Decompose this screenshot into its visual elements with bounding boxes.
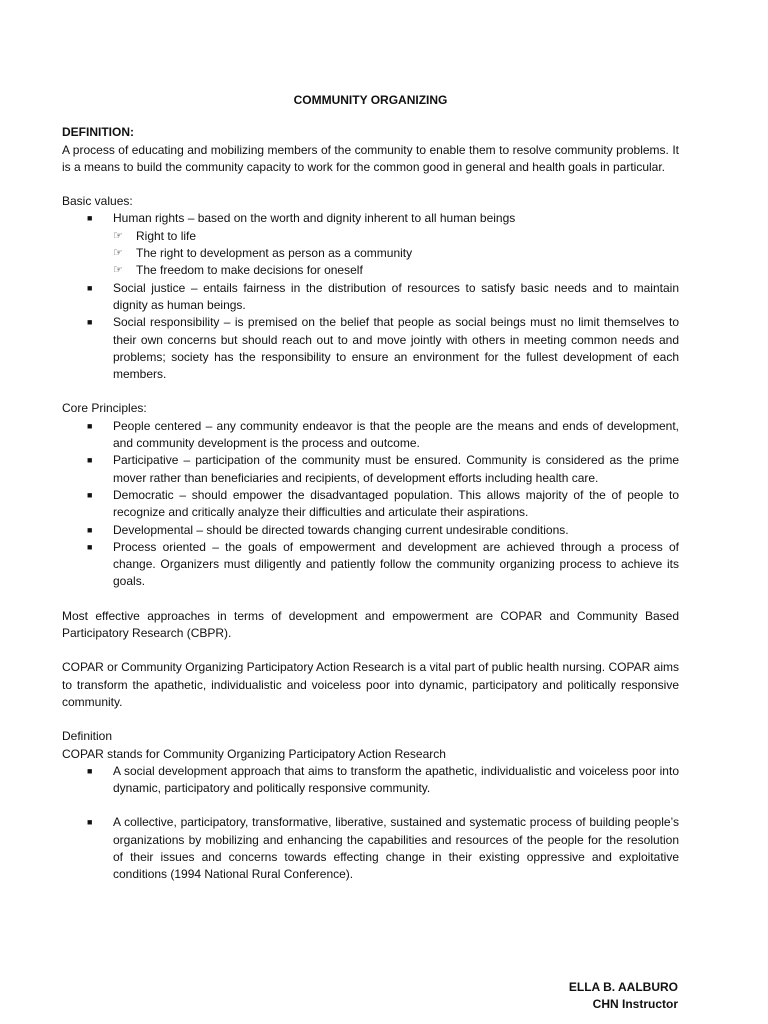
list-item <box>62 487 679 522</box>
document-title: COMMUNITY ORGANIZING <box>293 93 448 107</box>
basic-values-heading: Basic values: <box>62 194 133 209</box>
core-principles-heading: Core Principles: <box>62 401 147 416</box>
square-bullet-icon: ■ <box>87 317 93 328</box>
sub-list-item <box>113 228 679 245</box>
sub-list-item <box>113 262 679 279</box>
core-principles-list <box>62 418 679 591</box>
copar-definition-subheading: COPAR stands for Community Organizing Participatory Action Research <box>62 746 446 761</box>
list-item <box>62 210 679 279</box>
pointing-hand-icon: ☞ <box>113 247 123 260</box>
list-item-text: Democratic – should empower the disadvantaged population. This allows majority of the of people to recognize and critically analyze their difficulties and articulate their aspirations. <box>113 487 679 520</box>
list-item-text: A social development approach that aims to transform the apathetic, individualistic and voiceless poor into dynamic, participatory and politically responsive community. <box>113 763 679 796</box>
list-item-text: Social responsibility – is premised on the belief that people as social beings must no limit themselves to their own concerns but should reach out to and move jointly with others in meeting common needs and problems; society has the responsibility to ensure an environment for the fullest development of each members. <box>113 315 679 382</box>
list-item <box>62 418 679 453</box>
square-bullet-icon: ■ <box>87 765 93 776</box>
square-bullet-icon: ■ <box>87 541 93 552</box>
pointing-hand-icon: ☞ <box>113 229 123 242</box>
copar-paragraph: COPAR or Community Organizing Participatory Action Research is a vital part of public health nursing. COPAR aims to transform the apathetic, individualistic and voiceless poor into dynamic, participatory and politically responsive community. <box>62 660 679 709</box>
square-bullet-icon: ■ <box>87 817 93 828</box>
square-bullet-icon: ■ <box>87 282 93 293</box>
list-item-text: People centered – any community endeavor is that the people are the means and ends of development, and community development is the process and outcome. <box>113 418 679 451</box>
sub-list-item-text: Right to life <box>136 228 197 243</box>
square-bullet-icon: ■ <box>87 213 93 224</box>
signature-role: CHN Instructor <box>592 997 678 1011</box>
list-item-text: Process oriented – the goals of empowerment and development are achieved through a process of change. Organizers must diligently and patiently follow the community organizing process to achieve its goals. <box>113 539 679 589</box>
square-bullet-icon: ■ <box>87 455 93 466</box>
copar-definition-heading: Definition <box>62 729 113 744</box>
list-item-text: Social justice – entails fairness in the distribution of resources to satisfy basic needs and to maintain dignity as human beings. <box>113 280 679 312</box>
list-item <box>62 763 679 798</box>
square-bullet-icon: ■ <box>87 489 93 500</box>
list-item <box>62 814 679 883</box>
basic-values-list <box>62 210 679 383</box>
list-item-text: Participative – participation of the community must be ensured. Community is considered as the prime mover rather than beneficiaries and recipients, of development efforts including health care. <box>113 453 679 485</box>
list-item <box>62 280 679 315</box>
definition-heading: DEFINITION: <box>62 125 134 140</box>
approaches-paragraph: Most effective approaches in terms of development and empowerment are COPAR and Community Based Participatory Research (CBPR). <box>62 608 679 641</box>
pointing-hand-icon: ☞ <box>113 264 123 277</box>
list-item-text: Developmental – should be directed towards changing current undesirable conditions. <box>113 522 569 537</box>
signature-block <box>569 979 678 1013</box>
sub-list-item <box>113 245 679 262</box>
list-item <box>62 452 679 487</box>
sub-list <box>113 228 679 280</box>
document-page <box>62 92 679 884</box>
list-item-text: Human rights – based on the worth and dignity inherent to all human beings <box>113 211 516 226</box>
list-item <box>62 314 679 383</box>
list-item <box>62 539 679 591</box>
sub-list-item-text: The right to development as person as a community <box>136 246 413 261</box>
signature-name: ELLA B. AALBURO <box>568 980 678 994</box>
sub-list-item-text: The freedom to make decisions for oneself <box>136 263 363 278</box>
square-bullet-icon: ■ <box>87 420 93 431</box>
list-item-text: A collective, participatory, transformative, liberative, sustained and systematic process of building people’s organizations by mobilizing and enhancing the capabilities and resources of the people for the resolution of their issues and concerns towards effecting change in their existing oppressive and exploitative conditions (1994 National Rural Conference). <box>113 815 679 882</box>
square-bullet-icon: ■ <box>87 524 93 535</box>
copar-definition-list <box>62 763 679 884</box>
definition-text: A process of educating and mobilizing members of the community to enable them to resolve community problems. It is a means to build the community capacity to work for the common good in general and health goals in particular. <box>62 142 679 174</box>
list-item <box>62 522 679 539</box>
